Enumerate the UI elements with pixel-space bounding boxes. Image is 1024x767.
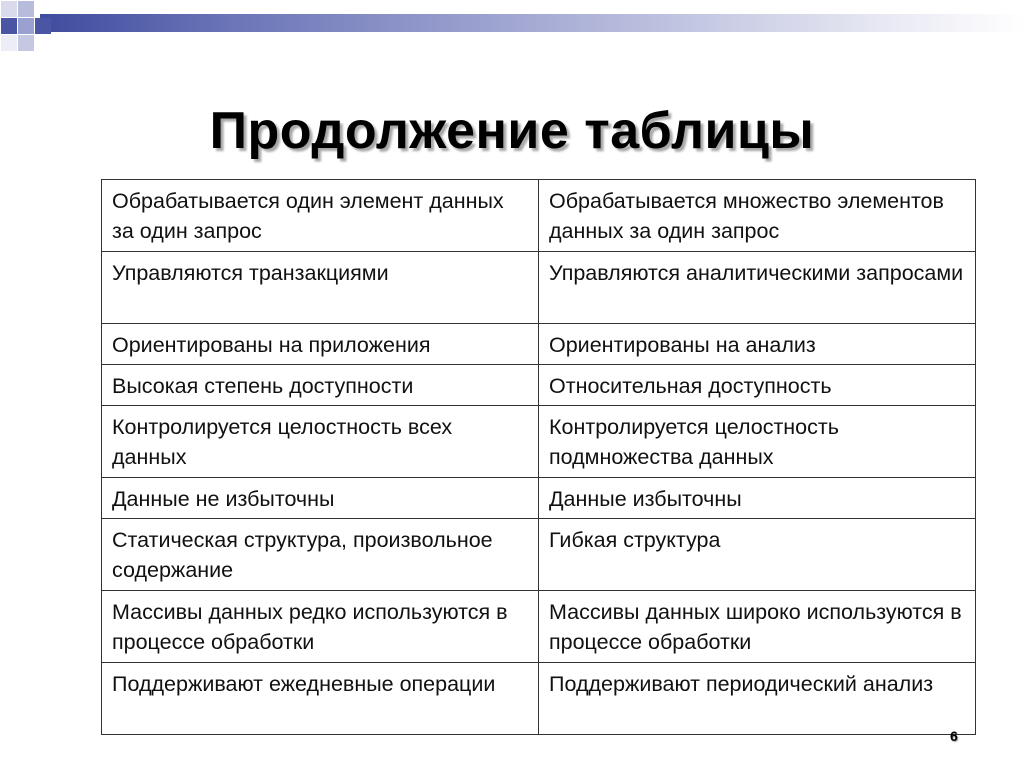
- table-cell-right: Управляются аналитическими запросами: [539, 252, 976, 324]
- page-number: 6: [950, 728, 958, 744]
- table-cell-left: Массивы данных редко используются в процессе обработки: [102, 591, 539, 663]
- table-cell-left: Контролируется целостность всех данных: [102, 406, 539, 478]
- table-cell-left: Ориентированы на приложения: [102, 324, 539, 365]
- table-cell-right: Контролируется целостность подмножества данных: [539, 406, 976, 478]
- table-row: [102, 519, 976, 591]
- table-cell-left: Обрабатывается один элемент данных за один запрос: [102, 180, 539, 252]
- table-row: [102, 478, 976, 519]
- decor-square: [35, 18, 51, 34]
- table-cell-right: Относительная доступность: [539, 365, 976, 406]
- table-cell-right: Ориентированы на анализ: [539, 324, 976, 365]
- table-row: [102, 180, 976, 252]
- decor-square: [18, 1, 34, 17]
- table-cell-left: Статическая структура, произвольное содержание: [102, 519, 539, 591]
- decor-square: [18, 18, 34, 34]
- table-cell-right: Поддерживают периодический анализ: [539, 663, 976, 735]
- table-cell-left: Высокая степень доступности: [102, 365, 539, 406]
- table-row: [102, 406, 976, 478]
- table-row: [102, 365, 976, 406]
- table-cell-right: Обрабатывается множество элементов данных за один запрос: [539, 180, 976, 252]
- decor-square: [1, 1, 17, 17]
- table-cell-right: Массивы данных широко используются в процессе обработки: [539, 591, 976, 663]
- decor-square: [18, 35, 34, 51]
- table-row: [102, 324, 976, 365]
- comparison-table-body: [102, 180, 976, 735]
- decor-square: [1, 18, 17, 34]
- page-title: Продолжение таблицы: [209, 101, 815, 160]
- header-decor-bar: [40, 14, 1024, 32]
- decor-square: [1, 35, 17, 51]
- table-row: [102, 591, 976, 663]
- table-row: [102, 252, 976, 324]
- table-cell-left: Поддерживают ежедневные операции: [102, 663, 539, 735]
- table-cell-left: Управляются транзакциями: [102, 252, 539, 324]
- comparison-table: [101, 179, 976, 735]
- table-cell-right: Гибкая структура: [539, 519, 976, 591]
- comparison-table-container: [101, 179, 975, 735]
- table-cell-right: Данные избыточны: [539, 478, 976, 519]
- table-row: [102, 663, 976, 735]
- table-cell-left: Данные не избыточны: [102, 478, 539, 519]
